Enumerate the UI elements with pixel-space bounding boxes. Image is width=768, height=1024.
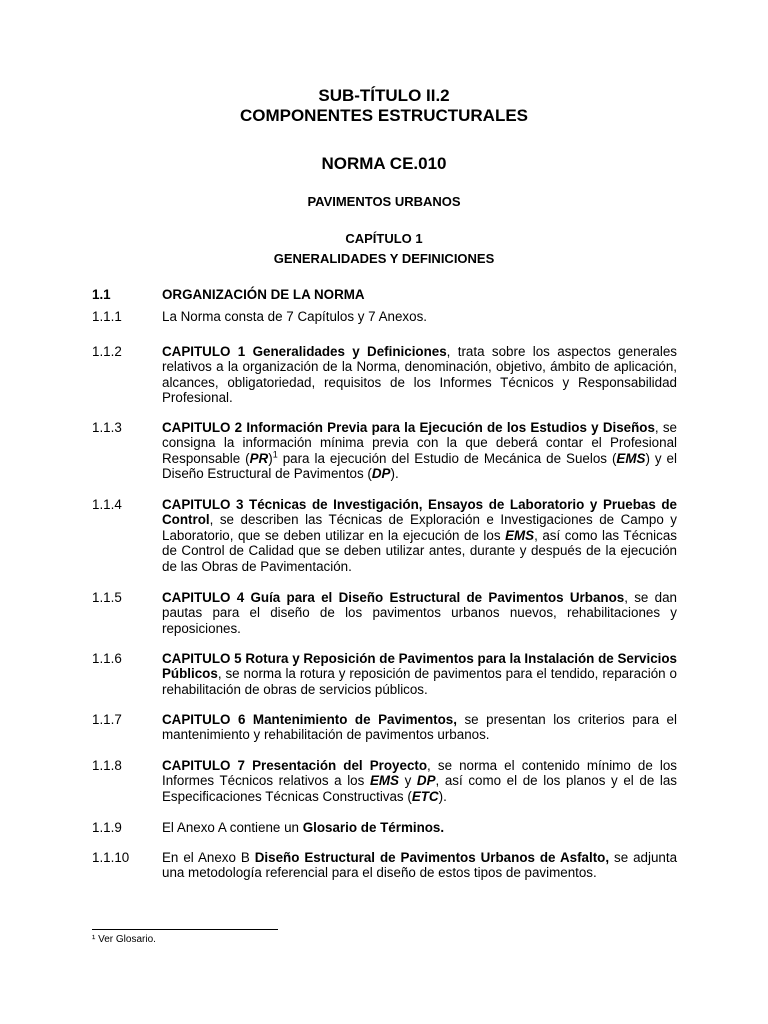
item-text (162, 850, 677, 881)
item-text-run: EMS (369, 773, 399, 789)
list-item (92, 309, 677, 324)
list-item (92, 758, 677, 804)
item-text-run: CAPITULO 6 Mantenimiento de Pavimentos, (162, 712, 457, 727)
footnote-divider (92, 929, 278, 930)
section-heading (92, 287, 677, 302)
chapter-title: GENERALIDADES Y DEFINICIONES (273, 251, 495, 266)
item-text-run: CAPITULO 5 Rotura y Reposición de Pavimentos para la Instalación de Servicios Públicos (162, 651, 677, 682)
item-text-run: , se consigna la información mínima previa con la que deberá contar el Profesional Responsable ( (162, 420, 677, 466)
item-number: 1.1.1 (92, 309, 122, 324)
item-text (162, 820, 677, 835)
item-text-run: EMS (616, 450, 646, 466)
item-text-run: CAPITULO 3 Técnicas de Investigación, Ensayos de Laboratorio y Pruebas de Control (162, 497, 677, 528)
list-item (92, 820, 677, 835)
item-text-run: CAPITULO 4 Guía para el Diseño Estructural de Pavimentos Urbanos (162, 590, 625, 605)
item-text-run: , se dan pautas para el diseño de los pavimentos urbanos nuevos, rehabilitaciones y reposiciones. (162, 590, 677, 636)
item-text-run: En el Anexo B (162, 850, 255, 865)
item-text-run: ) y el Diseño Estructural de Pavimentos ( (162, 450, 677, 482)
item-text-run: CAPITULO 2 Información Previa para la Ejecución de los Estudios y Diseños (162, 420, 655, 435)
item-text-run: El Anexo A contiene un (162, 820, 303, 835)
pavimentos-heading: PAVIMENTOS URBANOS (307, 194, 461, 209)
item-number: 1.1.2 (92, 344, 122, 359)
section-title: ORGANIZACIÓN DE LA NORMA (162, 287, 365, 302)
list-item (92, 420, 677, 482)
list-item (92, 850, 677, 881)
list-item (92, 344, 677, 406)
chapter-heading: CAPÍTULO 1 (345, 231, 423, 246)
item-text (162, 309, 677, 324)
list-item (92, 712, 677, 743)
item-text-run: DP (416, 773, 436, 789)
components-heading: COMPONENTES ESTRUCTURALES (239, 106, 529, 125)
item-text-run: , se describen las Técnicas de Exploración e Investigaciones de Campo y Laboratorio, que se deben utilizar en la ejecución de los (162, 512, 677, 543)
item-text-run: EMS (505, 527, 535, 543)
footnote: ¹ Ver Glosario. (92, 934, 156, 945)
list-item (92, 651, 677, 697)
item-text-run: CAPITULO 7 Presentación del Proyecto (162, 758, 428, 773)
item-number: 1.1.4 (92, 497, 122, 512)
item-text (162, 590, 677, 636)
item-text-run: PR (249, 450, 269, 466)
item-number: 1.1.9 (92, 820, 122, 835)
item-text-run: , se norma la rotura y reposición de pavimentos para el tendido, reparación o rehabilitación de obras de servicios públicos. (162, 666, 677, 697)
item-number: 1.1.7 (92, 712, 122, 727)
item-number: 1.1.6 (92, 651, 122, 666)
item-text (162, 420, 677, 482)
item-text-run: se presentan los criterios para el mantenimiento y rehabilitación de pavimentos urbanos. (162, 712, 677, 743)
item-text-run: ETC (411, 788, 439, 804)
item-text (162, 651, 677, 697)
item-text-run: 1 (272, 449, 278, 460)
item-number: 1.1.5 (92, 590, 122, 605)
item-text-run: DP (371, 466, 391, 482)
item-number: 1.1.10 (92, 850, 130, 865)
item-text-run: CAPITULO 1 Generalidades y Definiciones (162, 344, 447, 359)
item-text (162, 758, 677, 804)
item-text-run: , así como las Técnicas de Control de Calidad que se deben utilizar antes, durante y después de la ejecución de las Obras de Pavimentación. (162, 527, 677, 574)
item-text-run: , trata sobre los aspectos generales relativos a la organización de la Norma, denominación, objetivo, ámbito de aplicación, alcances, obligatoriedad, requisitos de los Informes Técnicos y Responsabilidad Profesional. (162, 344, 677, 406)
item-text-run: , así como el de los planos y el de las Especificaciones Técnicas Constructivas ( (162, 773, 678, 804)
norma-heading: NORMA CE.010 (321, 154, 447, 173)
list-item (92, 590, 677, 636)
item-text-run: ). (390, 466, 399, 482)
item-number: 1.1.3 (92, 420, 122, 435)
item-text-run: ). (438, 788, 447, 804)
subtitle-heading: SUB-TÍTULO II.2 (318, 86, 450, 105)
item-text (162, 497, 677, 574)
item-text (162, 344, 677, 406)
item-text-run: se adjunta una metodología referencial para el diseño de estos tipos de pavimentos. (162, 850, 678, 881)
item-text-run: , se norma el contenido mínimo de los Informes Técnicos relativos a los (162, 758, 677, 789)
section-number: 1.1 (92, 287, 111, 302)
item-text (162, 712, 677, 743)
item-text-run: La Norma consta de 7 Capítulos y 7 Anexos. (162, 309, 427, 324)
list-item (92, 497, 677, 574)
item-text-run: ) (268, 450, 273, 466)
item-text-run: para la ejecución del Estudio de Mecánica de Suelos ( (277, 450, 617, 466)
item-text-run: y (398, 773, 417, 789)
item-text-run: Diseño Estructural de Pavimentos Urbanos de Asfalto, (254, 850, 610, 865)
item-number: 1.1.8 (92, 758, 122, 773)
item-text-run: Glosario de Términos. (302, 820, 445, 835)
